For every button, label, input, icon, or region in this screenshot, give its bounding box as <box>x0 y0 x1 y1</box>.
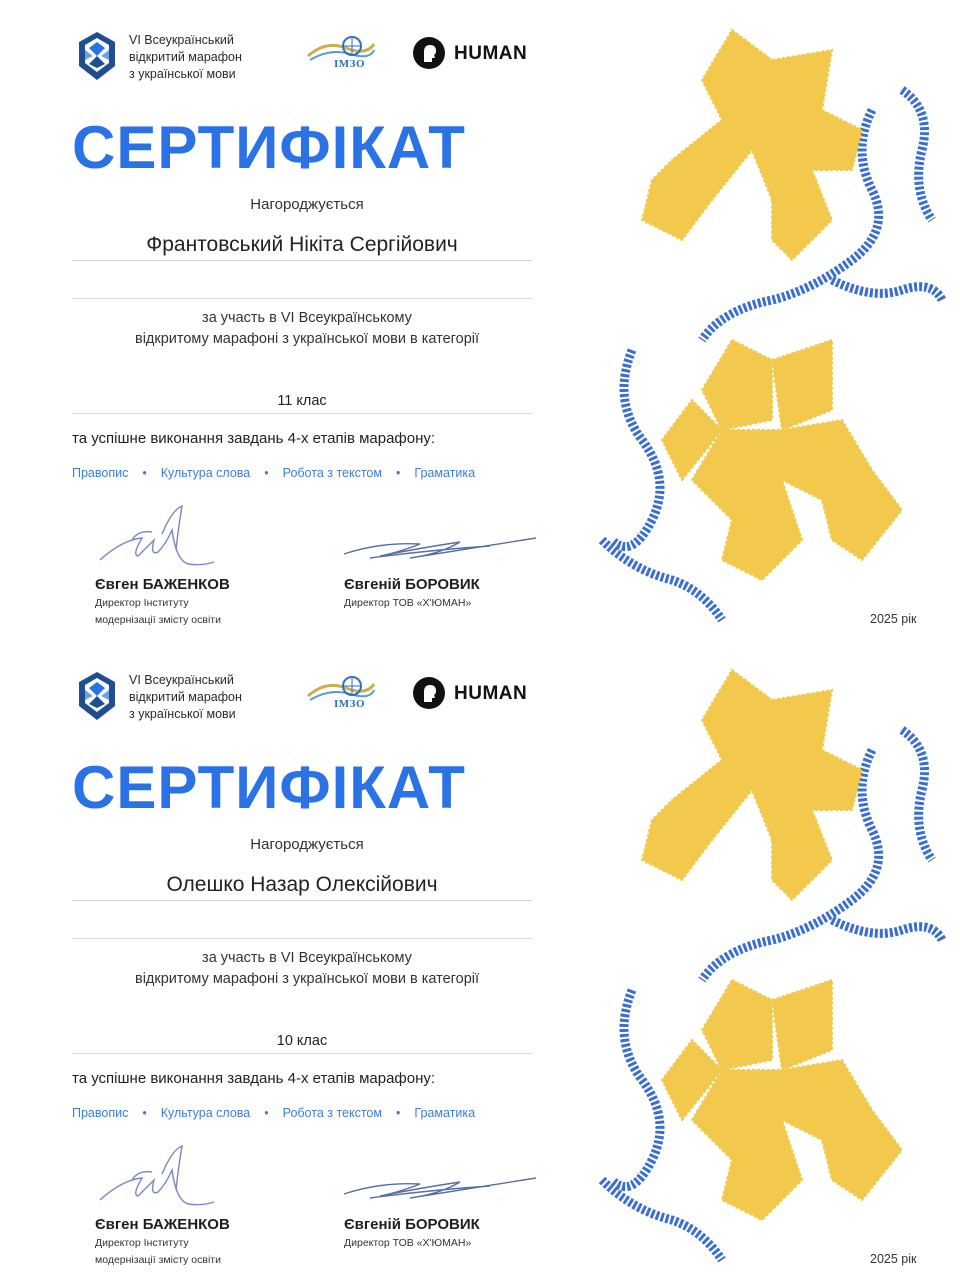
subject-item: Правопис <box>72 1106 129 1120</box>
bullet-icon: • <box>264 466 269 480</box>
awarded-label: Нагороджується <box>250 196 364 213</box>
category-underline <box>72 1053 532 1054</box>
signer-1-name: Євген БАЖЕНКОВ <box>95 576 230 593</box>
organizer-line-2: відкритий марафон <box>129 690 242 704</box>
participation-line-2: відкритому марафоні з української мови в категорії <box>134 971 480 987</box>
separator-line <box>72 298 532 299</box>
embroidery-ornament <box>572 0 960 633</box>
participation-line-1: за участь в VI Всеукраїнському <box>202 950 412 966</box>
human-label: HUMAN <box>454 683 528 704</box>
recipient-name: Франтовський Нікіта Сергійович <box>146 233 458 256</box>
signature-2 <box>340 524 540 572</box>
organizer-line-1: VI Всеукраїнський <box>129 33 234 47</box>
subject-item: Правопис <box>72 466 129 480</box>
subject-item: Граматика <box>414 1106 476 1120</box>
subjects-list <box>72 1106 552 1120</box>
category-underline <box>72 413 532 414</box>
year-label: 2025 рік <box>870 612 917 626</box>
separator-line <box>72 938 532 939</box>
imzo-label: ІМЗО <box>334 698 366 710</box>
certificate-1 <box>0 0 960 633</box>
participation-line-2: відкритому марафоні з української мови в категорії <box>134 331 480 347</box>
signer-1-role-2: модернізації змісту освіти <box>95 614 221 626</box>
organizer-line-1: VI Всеукраїнський <box>129 673 234 687</box>
name-underline <box>72 260 532 261</box>
signer-2 <box>344 576 480 610</box>
subject-item: Культура слова <box>160 466 251 480</box>
recipient-name: Олешко Назар Олексійович <box>166 873 438 896</box>
signer-1 <box>95 1216 230 1267</box>
organizer-line-2: відкритий марафон <box>129 50 242 64</box>
signer-2 <box>344 1216 480 1250</box>
embroidery-ornament <box>572 640 960 1273</box>
organizer-block <box>75 30 275 90</box>
organizer-line-3: з української мови <box>129 707 236 721</box>
human-logo-icon <box>412 676 446 710</box>
participation-line-1: за участь в VI Всеукраїнському <box>202 310 412 326</box>
organizer-block <box>75 670 275 730</box>
bullet-icon: • <box>395 1106 401 1120</box>
subjects-list <box>72 466 552 480</box>
stages-text: та успішне виконання завдань 4-х етапів марафону: <box>72 430 436 447</box>
subject-item: Робота з текстом <box>282 1106 382 1120</box>
bullet-icon: • <box>264 1106 269 1120</box>
imzo-label: ІМЗО <box>334 58 366 70</box>
signer-2-name: Євгеній БОРОВИК <box>344 576 480 593</box>
signer-2-name: Євгеній БОРОВИК <box>344 1216 480 1233</box>
human-logo-icon <box>412 36 446 70</box>
category-value: 11 клас <box>277 393 327 409</box>
certificate-divider <box>0 633 960 640</box>
organizer-line-3: з української мови <box>129 67 236 81</box>
bullet-icon: • <box>142 466 147 480</box>
signer-1 <box>95 576 230 627</box>
bullet-icon: • <box>395 466 401 480</box>
marathon-logo-icon <box>75 670 119 722</box>
name-underline <box>72 900 532 901</box>
participation-text <box>72 948 542 990</box>
signature-1 <box>92 500 222 580</box>
signer-1-role-2: модернізації змісту освіти <box>95 1254 221 1266</box>
bullet-icon: • <box>142 1106 147 1120</box>
subject-item: Робота з текстом <box>282 466 382 480</box>
signature-2 <box>340 1164 540 1212</box>
signer-1-role-1: Директор Інституту <box>95 597 189 609</box>
signer-1-name: Євген БАЖЕНКОВ <box>95 1216 230 1233</box>
human-label: HUMAN <box>454 43 528 64</box>
subject-item: Культура слова <box>160 1106 251 1120</box>
signer-2-role-1: Директор ТОВ «Х'ЮМАН» <box>344 1237 472 1249</box>
participation-text <box>72 308 542 350</box>
certificate-title: СЕРТИФІКАТ <box>72 114 466 181</box>
marathon-logo-icon <box>75 30 119 82</box>
subject-item: Граматика <box>414 466 476 480</box>
signer-2-role-1: Директор ТОВ «Х'ЮМАН» <box>344 597 472 609</box>
signature-1 <box>92 1140 222 1220</box>
signer-1-role-1: Директор Інституту <box>95 1237 189 1249</box>
stages-text: та успішне виконання завдань 4-х етапів марафону: <box>72 1070 436 1087</box>
year-label: 2025 рік <box>870 1252 917 1266</box>
certificate-title: СЕРТИФІКАТ <box>72 754 466 821</box>
certificate-2 <box>0 640 960 1273</box>
category-value: 10 клас <box>276 1033 328 1049</box>
awarded-label: Нагороджується <box>250 836 364 853</box>
